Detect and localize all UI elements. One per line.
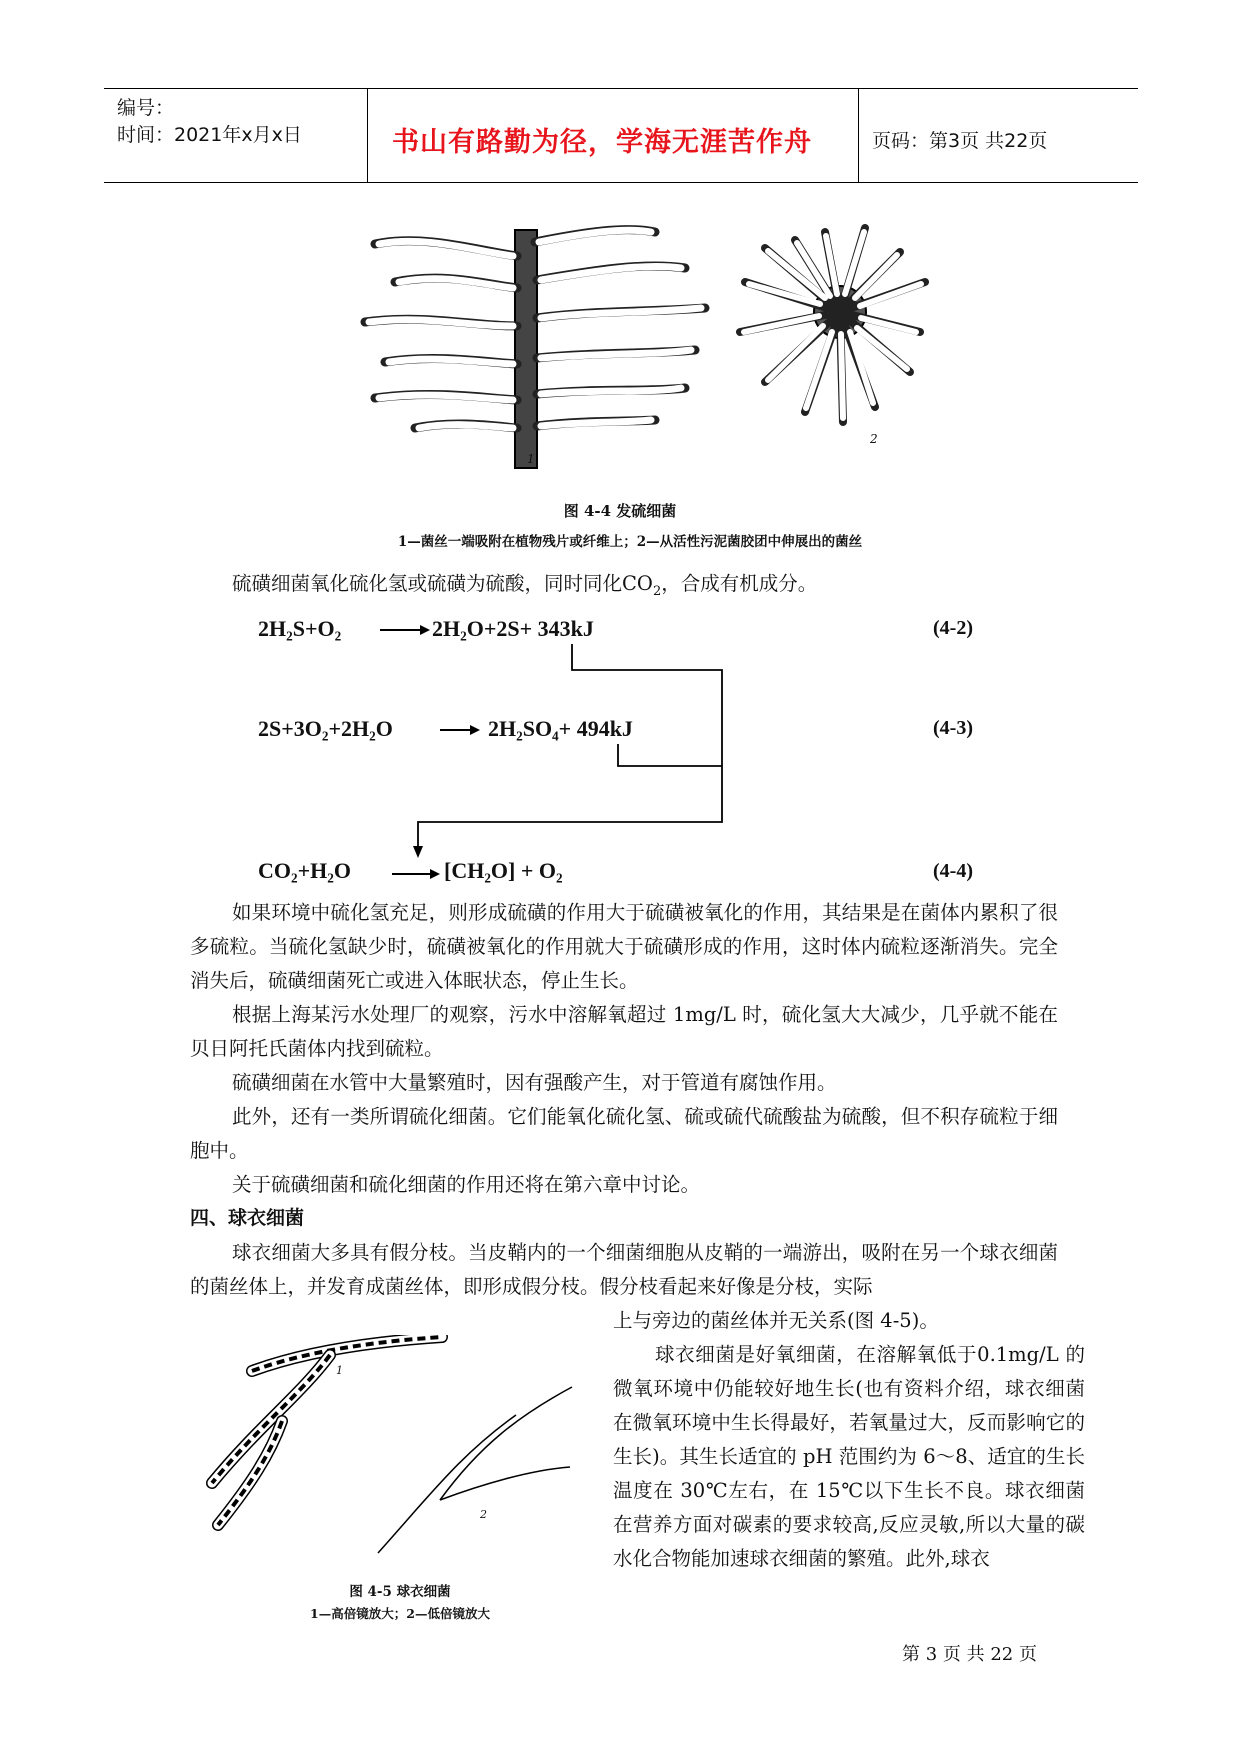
equation-4-4-lhs: CO₂+H₂O <box>258 858 351 883</box>
time-label: 时间：2021年x月x日 <box>117 124 302 146</box>
header-divider-left <box>367 88 368 183</box>
equation-4-3-number: (4-3) <box>933 717 973 739</box>
paragraph-3: 硫磺细菌在水管中大量繁殖时，因有强酸产生，对于管道有腐蚀作用。 <box>232 1071 837 1094</box>
equation-4-3-rhs: 2H₂SO₄+ 494kJ <box>488 716 633 741</box>
figure-4-4-caption: 1—菌丝一端吸附在植物残片或纤维上；2—从活性污泥菌胶团中伸展出的菌丝 <box>397 534 863 550</box>
figure-4-5-caption: 1—高倍镜放大；2—低倍镜放大 <box>310 1606 490 1621</box>
equation-arrow-4-4 <box>392 864 442 884</box>
paragraph-1: 如果环境中硫化氢充足，则形成硫磺的作用大于硫磺被氧化的作用，其结果是在菌体内累积了很多硫粒。当硫化氢缺少时，硫磺被氧化的作用就大于硫磺形成的作用，这时体内硫粒逐渐消失。完全消失后，硫磺细菌死亡或进入体眠状态，停止生长。 <box>190 901 1058 992</box>
equation-4-2-number: (4-2) <box>933 617 973 639</box>
equation-connector-lines <box>400 640 740 865</box>
paragraph-5: 关于硫磺细菌和硫化细菌的作用还将在第六章中讨论。 <box>232 1173 701 1196</box>
figure-4-5-illustration <box>200 1335 590 1575</box>
figure-4-4-label-1: 1 <box>527 452 535 466</box>
equation-4-2-rhs: 2H₂O+2S+ 343kJ <box>432 616 594 641</box>
section-heading: 四、球衣细菌 <box>190 1207 305 1229</box>
intro-co2: CO <box>622 572 653 595</box>
equation-4-4-rhs: [CH₂O] + O₂ <box>444 858 563 883</box>
right-column-paragraph: 球衣细菌是好氧细菌，在溶解氧低于0.1mg/L 的微氧环境中仍能较好地生长(也有资料介绍，球衣细菌在微氧环境中生长得最好，若氧量过大，反而影响它的生长)。其生长适宜的 pH 范围约为 6～8、适宜的生长温度在 30℃左右，在 15℃以下生长不良。球衣细菌在营养方面对碳素的要求较高,反应灵敏,所以大量的碳水化合物能加速球衣细菌的繁殖。此外,球衣 <box>613 1343 1085 1570</box>
equation-4-4-number: (4-4) <box>933 860 973 882</box>
header-top-rule <box>104 88 1138 89</box>
figure-4-5-label-1: 1 <box>336 1364 343 1377</box>
intro-co2-sub: 2 <box>652 583 662 599</box>
figure-4-5-label-2: 2 <box>480 1508 487 1521</box>
paragraph-2: 根据上海某污水处理厂的观察，污水中溶解氧超过 1mg/L 时，硫化氢大大减少，几乎就不能在贝日阿托氏菌体内找到硫粒。 <box>190 1003 1058 1060</box>
intro-paragraph <box>190 567 1058 609</box>
page-label: 页码：第3页 共22页 <box>872 130 1048 152</box>
figure-4-4-label-2: 2 <box>870 432 878 446</box>
header-bottom-rule <box>104 182 1138 183</box>
section-paragraph: 球衣细菌大多具有假分枝。当皮鞘内的一个细菌细胞从皮鞘的一端游出，吸附在另一个球衣细菌的菌丝体上，并发育成菌丝体，即形成假分枝。假分枝看起来好像是分枝，实际 <box>190 1241 1058 1298</box>
intro-tail: ，合成有机成分。 <box>661 572 818 595</box>
page-footer: 第 3 页 共 22 页 <box>902 1644 1037 1665</box>
serial-label: 编号： <box>117 97 175 119</box>
paragraph-4: 此外，还有一类所谓硫化细菌。它们能氧化硫化氢、硫或硫代硫酸盐为硫酸，但不积存硫粒于细胞中。 <box>190 1105 1058 1162</box>
equation-4-3-lhs: 2S+3O₂+2H₂O <box>258 716 393 741</box>
figure-4-4-illustration <box>355 222 935 474</box>
header-divider-right <box>858 88 859 183</box>
right-column-line-1: 上与旁边的菌丝体并无关系(图 4-5)。 <box>613 1309 939 1332</box>
figure-4-4-title: 图 4-4 发硫细菌 <box>563 502 677 520</box>
motto: 书山有路勤为径，学海无涯苦作舟 <box>392 127 812 158</box>
equation-4-2-lhs: 2H₂S+O₂ <box>258 616 342 641</box>
intro-text: 硫磺细菌氧化硫化氢或硫磺为硫酸，同时同化 <box>232 572 623 595</box>
figure-4-5-title: 图 4-5 球衣细菌 <box>349 1584 451 1600</box>
